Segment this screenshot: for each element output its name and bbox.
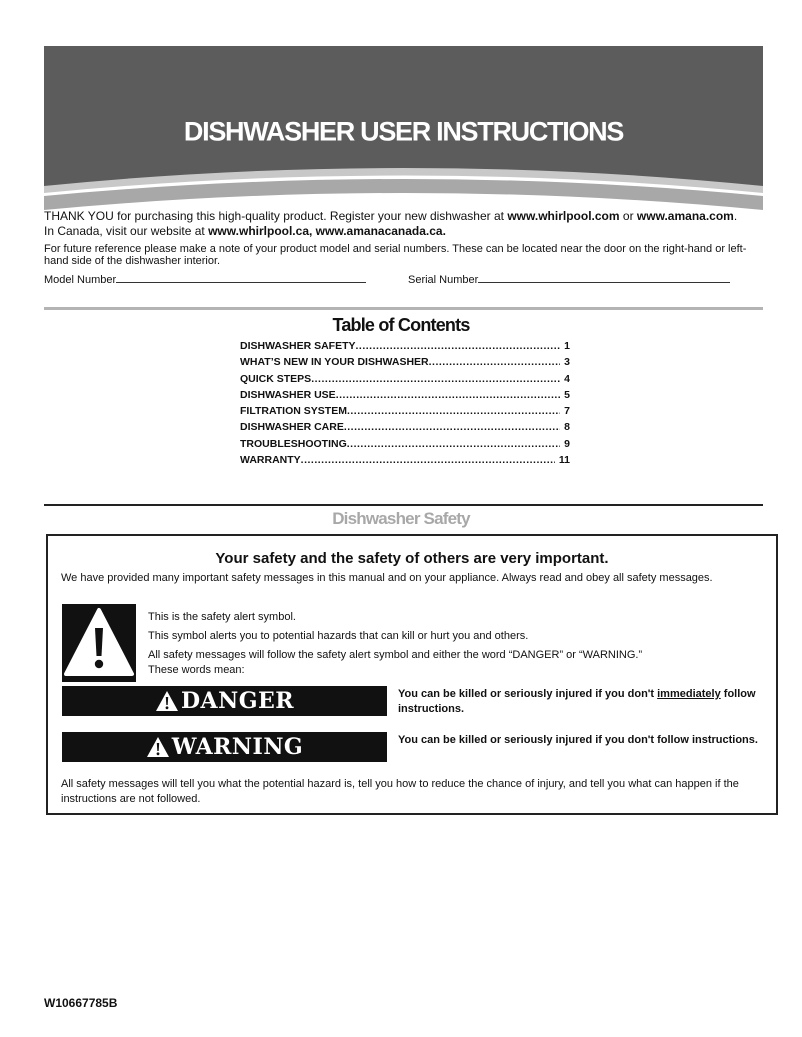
header-banner: [44, 46, 763, 210]
toc-entry-page: 9: [564, 437, 570, 450]
danger-text: You can be killed or seriously injured if you don't: [398, 688, 658, 700]
section-divider: [44, 504, 763, 506]
toc-entry-label: WARRANTY: [240, 454, 301, 467]
toc-entry-page: 4: [564, 372, 570, 385]
toc-entry[interactable]: [240, 405, 570, 421]
warning-signal: [62, 732, 387, 762]
serial-number-label: Serial Number: [408, 274, 479, 286]
toc-entry-label: DISHWASHER CARE: [240, 421, 344, 434]
safety-alert-icon: [62, 604, 136, 682]
toc-entry[interactable]: [240, 373, 570, 389]
toc-entry[interactable]: [240, 421, 570, 437]
canada-text: In Canada, visit our website at: [44, 224, 209, 238]
danger-text-end: follow instructions.: [398, 688, 756, 715]
safety-box: [46, 534, 778, 815]
safety-intro: We have provided many important safety messages in this manual and on your appliance. Always read and obey all safety messages.: [61, 572, 713, 584]
danger-signal: [62, 686, 387, 716]
period-text: .: [733, 209, 738, 223]
danger-alert-icon: [155, 690, 179, 712]
section-title: Dishwasher Safety: [332, 509, 470, 528]
toc-entry[interactable]: [240, 356, 570, 372]
amana-link[interactable]: www.amana.com: [636, 209, 734, 223]
safety-closing: All safety messages will tell you what the potential hazard is, tell you how to reduce the chance of injury, and tell you what can happen if the instructions are not followed.: [61, 778, 739, 805]
toc-leader: [344, 421, 560, 433]
reference-note: For future reference please make a note of your product model and serial numbers. These can be located near the door on the right-hand or left-hand side of the dishwasher interior.: [44, 243, 747, 267]
safety-heading: Your safety and the safety of others are very important.: [215, 550, 609, 567]
toc-leader: [347, 438, 560, 450]
follow-description: All safety messages will follow the safety alert symbol and either the word “DANGER” or “WARNING.”: [148, 649, 643, 661]
toc-entry-label: TROUBLESHOOTING: [240, 437, 347, 450]
toc-entry[interactable]: [240, 454, 570, 470]
table-of-contents: [240, 340, 570, 470]
toc-entry-page: 7: [564, 405, 570, 418]
thank-you-paragraph: [44, 209, 766, 239]
toc-entry-label: DISHWASHER USE: [240, 388, 336, 401]
warning-description: You can be killed or seriously injured if you don't follow instructions.: [398, 734, 758, 746]
toc-leader: [347, 405, 560, 417]
toc-entry-label: WHAT’S NEW IN YOUR DISHWASHER: [240, 356, 429, 369]
or-text: or: [619, 209, 637, 223]
whirlpool-link[interactable]: www.whirlpool.com: [507, 209, 620, 223]
canada-links[interactable]: www.whirlpool.ca, www.amanacanada.ca.: [208, 224, 446, 238]
toc-leader: [336, 389, 560, 401]
serial-number-field[interactable]: [408, 272, 730, 286]
toc-title: Table of Contents: [332, 315, 470, 335]
toc-leader: [301, 454, 555, 466]
symbol-description: This is the safety alert symbol.: [148, 611, 296, 623]
toc-entry[interactable]: [240, 389, 570, 405]
toc-entry-page: 8: [564, 421, 570, 434]
toc-entry-page: 11: [558, 454, 570, 467]
divider: [44, 307, 763, 310]
toc-leader: [311, 373, 560, 385]
danger-label: DANGER: [180, 688, 295, 714]
toc-entry-label: FILTRATION SYSTEM: [240, 405, 347, 418]
toc-entry-page: 5: [564, 388, 570, 401]
danger-description: [398, 687, 768, 717]
symbol-alert-description: This symbol alerts you to potential hazards that can kill or hurt you and others.: [148, 630, 529, 642]
model-number-label: Model Number: [44, 274, 117, 286]
page-title: DISHWASHER USER INSTRUCTIONS: [183, 116, 624, 147]
danger-emphasis: immediately: [657, 688, 721, 700]
toc-entry[interactable]: [240, 340, 570, 356]
warning-label: WARNING: [171, 734, 304, 760]
toc-entry-label: DISHWASHER SAFETY: [240, 340, 356, 352]
document-id: W10667785B: [44, 996, 118, 1010]
words-mean-text: These words mean:: [148, 664, 245, 676]
serial-number-line: [478, 272, 730, 283]
thank-you-text: THANK YOU for purchasing this high-quality product. Register your new dishwasher at: [44, 209, 508, 223]
toc-entry-page: 3: [564, 356, 570, 369]
toc-leader: [356, 340, 561, 352]
toc-leader: [429, 356, 561, 368]
model-number-field[interactable]: [44, 272, 366, 286]
toc-entry[interactable]: [240, 438, 570, 454]
model-number-line: [116, 272, 366, 283]
warning-alert-icon: [146, 736, 170, 758]
toc-entry-page: 1: [564, 340, 570, 352]
toc-entry-label: QUICK STEPS: [240, 372, 312, 385]
